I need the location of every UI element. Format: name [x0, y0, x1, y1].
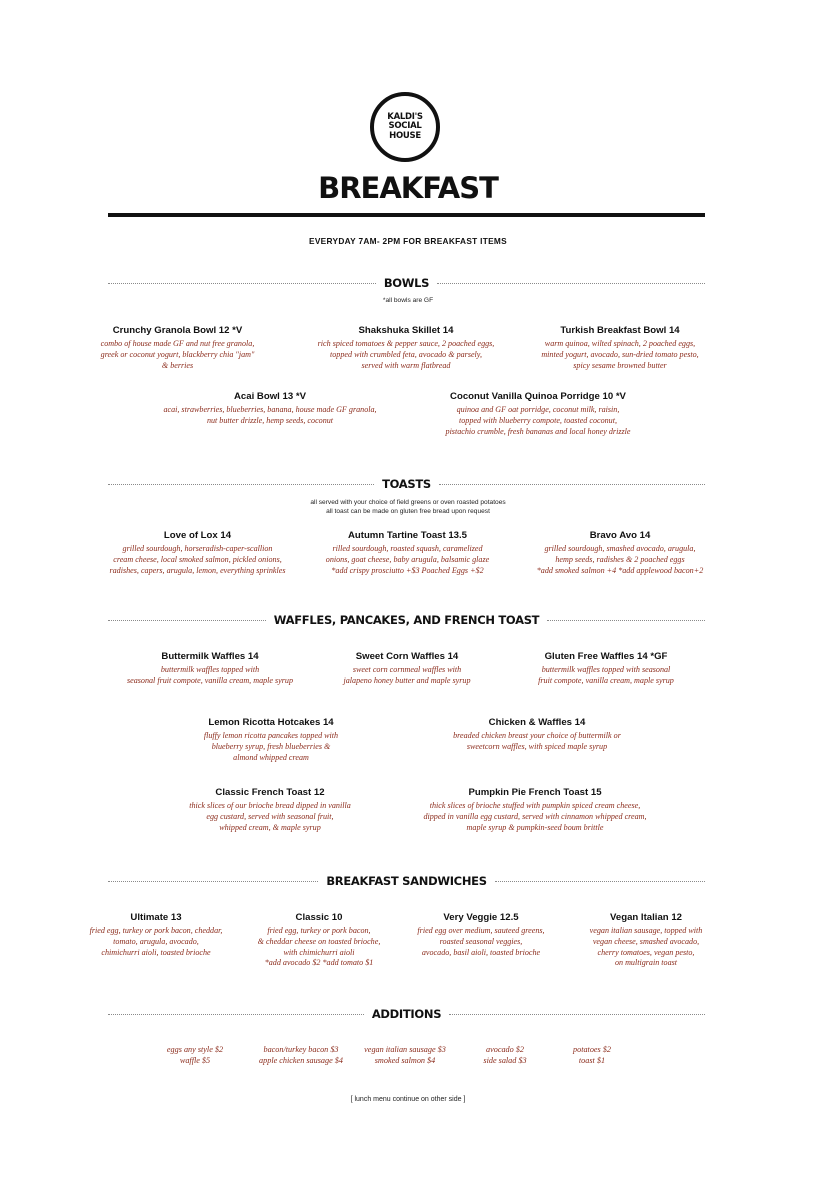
logo-line-3: HOUSE: [389, 130, 421, 141]
addition-item: waffle $5: [179, 1055, 211, 1065]
addition-item: bacon/turkey bacon $3: [263, 1045, 339, 1054]
menu-item: [520, 529, 720, 576]
section-title: BREAKFAST SANDWICHES: [326, 874, 487, 888]
addition-group: [470, 1045, 540, 1066]
footer-note: [ lunch menu continue on other side ]: [350, 1096, 466, 1103]
section-toasts: [108, 476, 705, 492]
hours-note: EVERYDAY 7AM- 2PM FOR BREAKFAST ITEMS: [309, 236, 507, 246]
item-name: Turkish Breakfast Bowl 14: [560, 325, 680, 336]
addition-item: avocado $2: [486, 1045, 524, 1054]
section-title: TOASTS: [382, 477, 431, 491]
divider: [108, 484, 374, 485]
divider: [108, 1014, 364, 1015]
section-title: ADDITIONS: [371, 1007, 442, 1021]
section-title: WAFFLES, PANCAKES, AND FRENCH TOAST: [273, 613, 540, 627]
menu-item: [72, 911, 240, 958]
item-description: fried egg, turkey or pork bacon, & cheddar cheese on toasted brioche, with chimichurri aioli *add avocado $2 *add tomato $1: [257, 926, 381, 968]
menu-item: [240, 911, 398, 969]
menu-item: [95, 529, 300, 576]
item-description: buttermilk waffles topped with seasonal fruit compote, vanilla cream, maple syrup: [126, 665, 294, 685]
divider: [108, 620, 266, 621]
item-description: quinoa and GF oat porridge, coconut milk, raisin, topped with blueberry compote, toasted coconut, pistachio crumble, fresh bananas and local honey drizzle: [445, 405, 631, 436]
toasts-note: all served with your choice of field greens or oven roasted potatoes all toast can be made on gluten free bread upon request: [310, 499, 506, 515]
item-description: acai, strawberries, blueberries, banana, house made GF granola, nut butter drizzle, hemp seeds, coconut: [163, 405, 377, 425]
item-description: thick slices of brioche stuffed with pumpkin spiced cream cheese, dipped in vanilla egg custard, served with cinnamon whipped cream, maple syrup & pumpkin-seed boum brittle: [423, 801, 647, 832]
item-name: Crunchy Granola Bowl 12 *V: [112, 325, 243, 336]
item-name: Vegan Italian 12: [610, 912, 682, 923]
item-description: grilled sourdough, horseradish-caper-scallion cream cheese, local smoked salmon, pickled onions, radishes, capers, arugula, lemon, everything sprinkles: [109, 544, 286, 575]
item-description: grilled sourdough, smashed avocado, arugula, hemp seeds, radishes & 2 poached eggs *add smoked salmon +4 *add applewood bacon+2: [536, 544, 704, 575]
item-description: combo of house made GF and nut free granola, greek or coconut yogurt, blackberry chia "jam" & berries: [100, 339, 255, 370]
section-additions: [108, 1006, 705, 1022]
menu-item: [566, 911, 726, 969]
item-description: buttermilk waffles topped with seasonal fruit compote, vanilla cream, maple syrup: [538, 665, 674, 685]
menu-item: [112, 650, 308, 687]
section-bowls: [108, 275, 705, 291]
addition-group: [238, 1045, 364, 1066]
item-description: breaded chicken breast your choice of buttermilk or sweetcorn waffles, with spiced maple syrup: [453, 731, 621, 751]
section-sandwiches: [108, 873, 705, 889]
item-name: Lemon Ricotta Hotcakes 14: [208, 717, 334, 728]
addition-item: apple chicken sausage $4: [259, 1055, 343, 1065]
addition-item: potatoes $2: [573, 1045, 611, 1054]
item-description: warm quinoa, wilted spinach, 2 poached eggs, minted yogurt, avocado, sun-dried tomato pesto, spicy sesame browned butter: [541, 339, 699, 370]
section-waffles: [108, 612, 705, 628]
bowls-note: *all bowls are GF: [382, 297, 434, 304]
item-name: Classic French Toast 12: [215, 787, 325, 798]
addition-group: [556, 1045, 628, 1066]
menu-item: [522, 324, 718, 371]
menu-item: [400, 911, 562, 958]
divider: [547, 620, 705, 621]
menu-item: [176, 716, 366, 763]
item-name: Chicken & Waffles 14: [488, 717, 586, 728]
item-name: Acai Bowl 13 *V: [234, 391, 306, 402]
addition-item: toast $1: [578, 1055, 606, 1065]
item-name: Classic 10: [295, 912, 343, 923]
divider: [437, 283, 705, 284]
item-name: Coconut Vanilla Quinoa Porridge 10 *V: [450, 391, 626, 402]
menu-item: [80, 324, 275, 371]
menu-item: [432, 716, 642, 753]
menu-item: [170, 786, 370, 833]
menu-item: [305, 529, 510, 576]
item-name: Love of Lox 14: [163, 530, 232, 541]
divider: [449, 1014, 705, 1015]
addition-item: side salad $3: [483, 1055, 527, 1065]
item-name: Autumn Tartine Toast 13.5: [347, 530, 468, 541]
logo-line-2: SOCIAL: [388, 121, 422, 132]
item-description: sweet corn cornmeal waffles with jalapeno honey butter and maple syrup: [343, 665, 471, 685]
item-name: Gluten Free Waffles 14 *GF: [544, 651, 668, 662]
item-description: fluffy lemon ricotta pancakes topped with blueberry syrup, fresh blueberries & almond whipped cream: [203, 731, 339, 762]
addition-item: smoked salmon $4: [374, 1055, 436, 1065]
menu-item: [314, 650, 500, 687]
addition-group: [350, 1045, 460, 1066]
item-description: thick slices of our brioche bread dipped in vanilla egg custard, served with seasonal fruit, whipped cream, & maple syrup: [189, 801, 351, 832]
item-name: Very Veggie 12.5: [443, 912, 519, 923]
page-title: BREAKFAST: [318, 171, 498, 205]
title-divider: [108, 213, 705, 217]
addition-item: eggs any style $2: [166, 1045, 224, 1054]
logo: [370, 92, 440, 162]
item-description: rich spiced tomatoes & pepper sauce, 2 poached eggs, topped with crumbled feta, avocado & parsely, served with warm flatbread: [317, 339, 495, 370]
divider: [108, 283, 376, 284]
item-name: Sweet Corn Waffles 14: [355, 651, 459, 662]
menu-item: [516, 650, 696, 687]
menu-item: [140, 390, 400, 427]
item-description: rilled sourdough, roasted squash, caramelized onions, goat cheese, baby arugula, balsamic glaze *add crispy prosciutto +$3 Poached Eggs +$2: [325, 544, 490, 575]
divider: [439, 484, 705, 485]
section-title: BOWLS: [383, 276, 430, 290]
menu-item: [418, 390, 658, 437]
menu-item: [402, 786, 668, 833]
addition-group: [140, 1045, 250, 1066]
item-name: Shakshuka Skillet 14: [358, 325, 454, 336]
divider: [495, 881, 705, 882]
item-name: Buttermilk Waffles 14: [161, 651, 259, 662]
item-name: Pumpkin Pie French Toast 15: [468, 787, 602, 798]
item-description: fried egg over medium, sauteed greens, roasted seasonal veggies, avocado, basil aioli, toasted brioche: [417, 926, 545, 957]
divider: [108, 881, 318, 882]
item-name: Ultimate 13: [130, 912, 182, 923]
item-description: fried egg, turkey or pork bacon, cheddar, tomato, arugula, avocado, chimichurri aioli, toasted brioche: [89, 926, 223, 957]
addition-item: vegan italian sausage $3: [364, 1045, 446, 1054]
logo-line-1: KALDI'S: [387, 111, 423, 122]
item-description: vegan italian sausage, topped with vegan cheese, smashed avocado, cherry tomatoes, vegan pesto, on multigrain toast: [589, 926, 703, 968]
menu-item: [300, 324, 512, 371]
item-name: Bravo Avo 14: [589, 530, 651, 541]
